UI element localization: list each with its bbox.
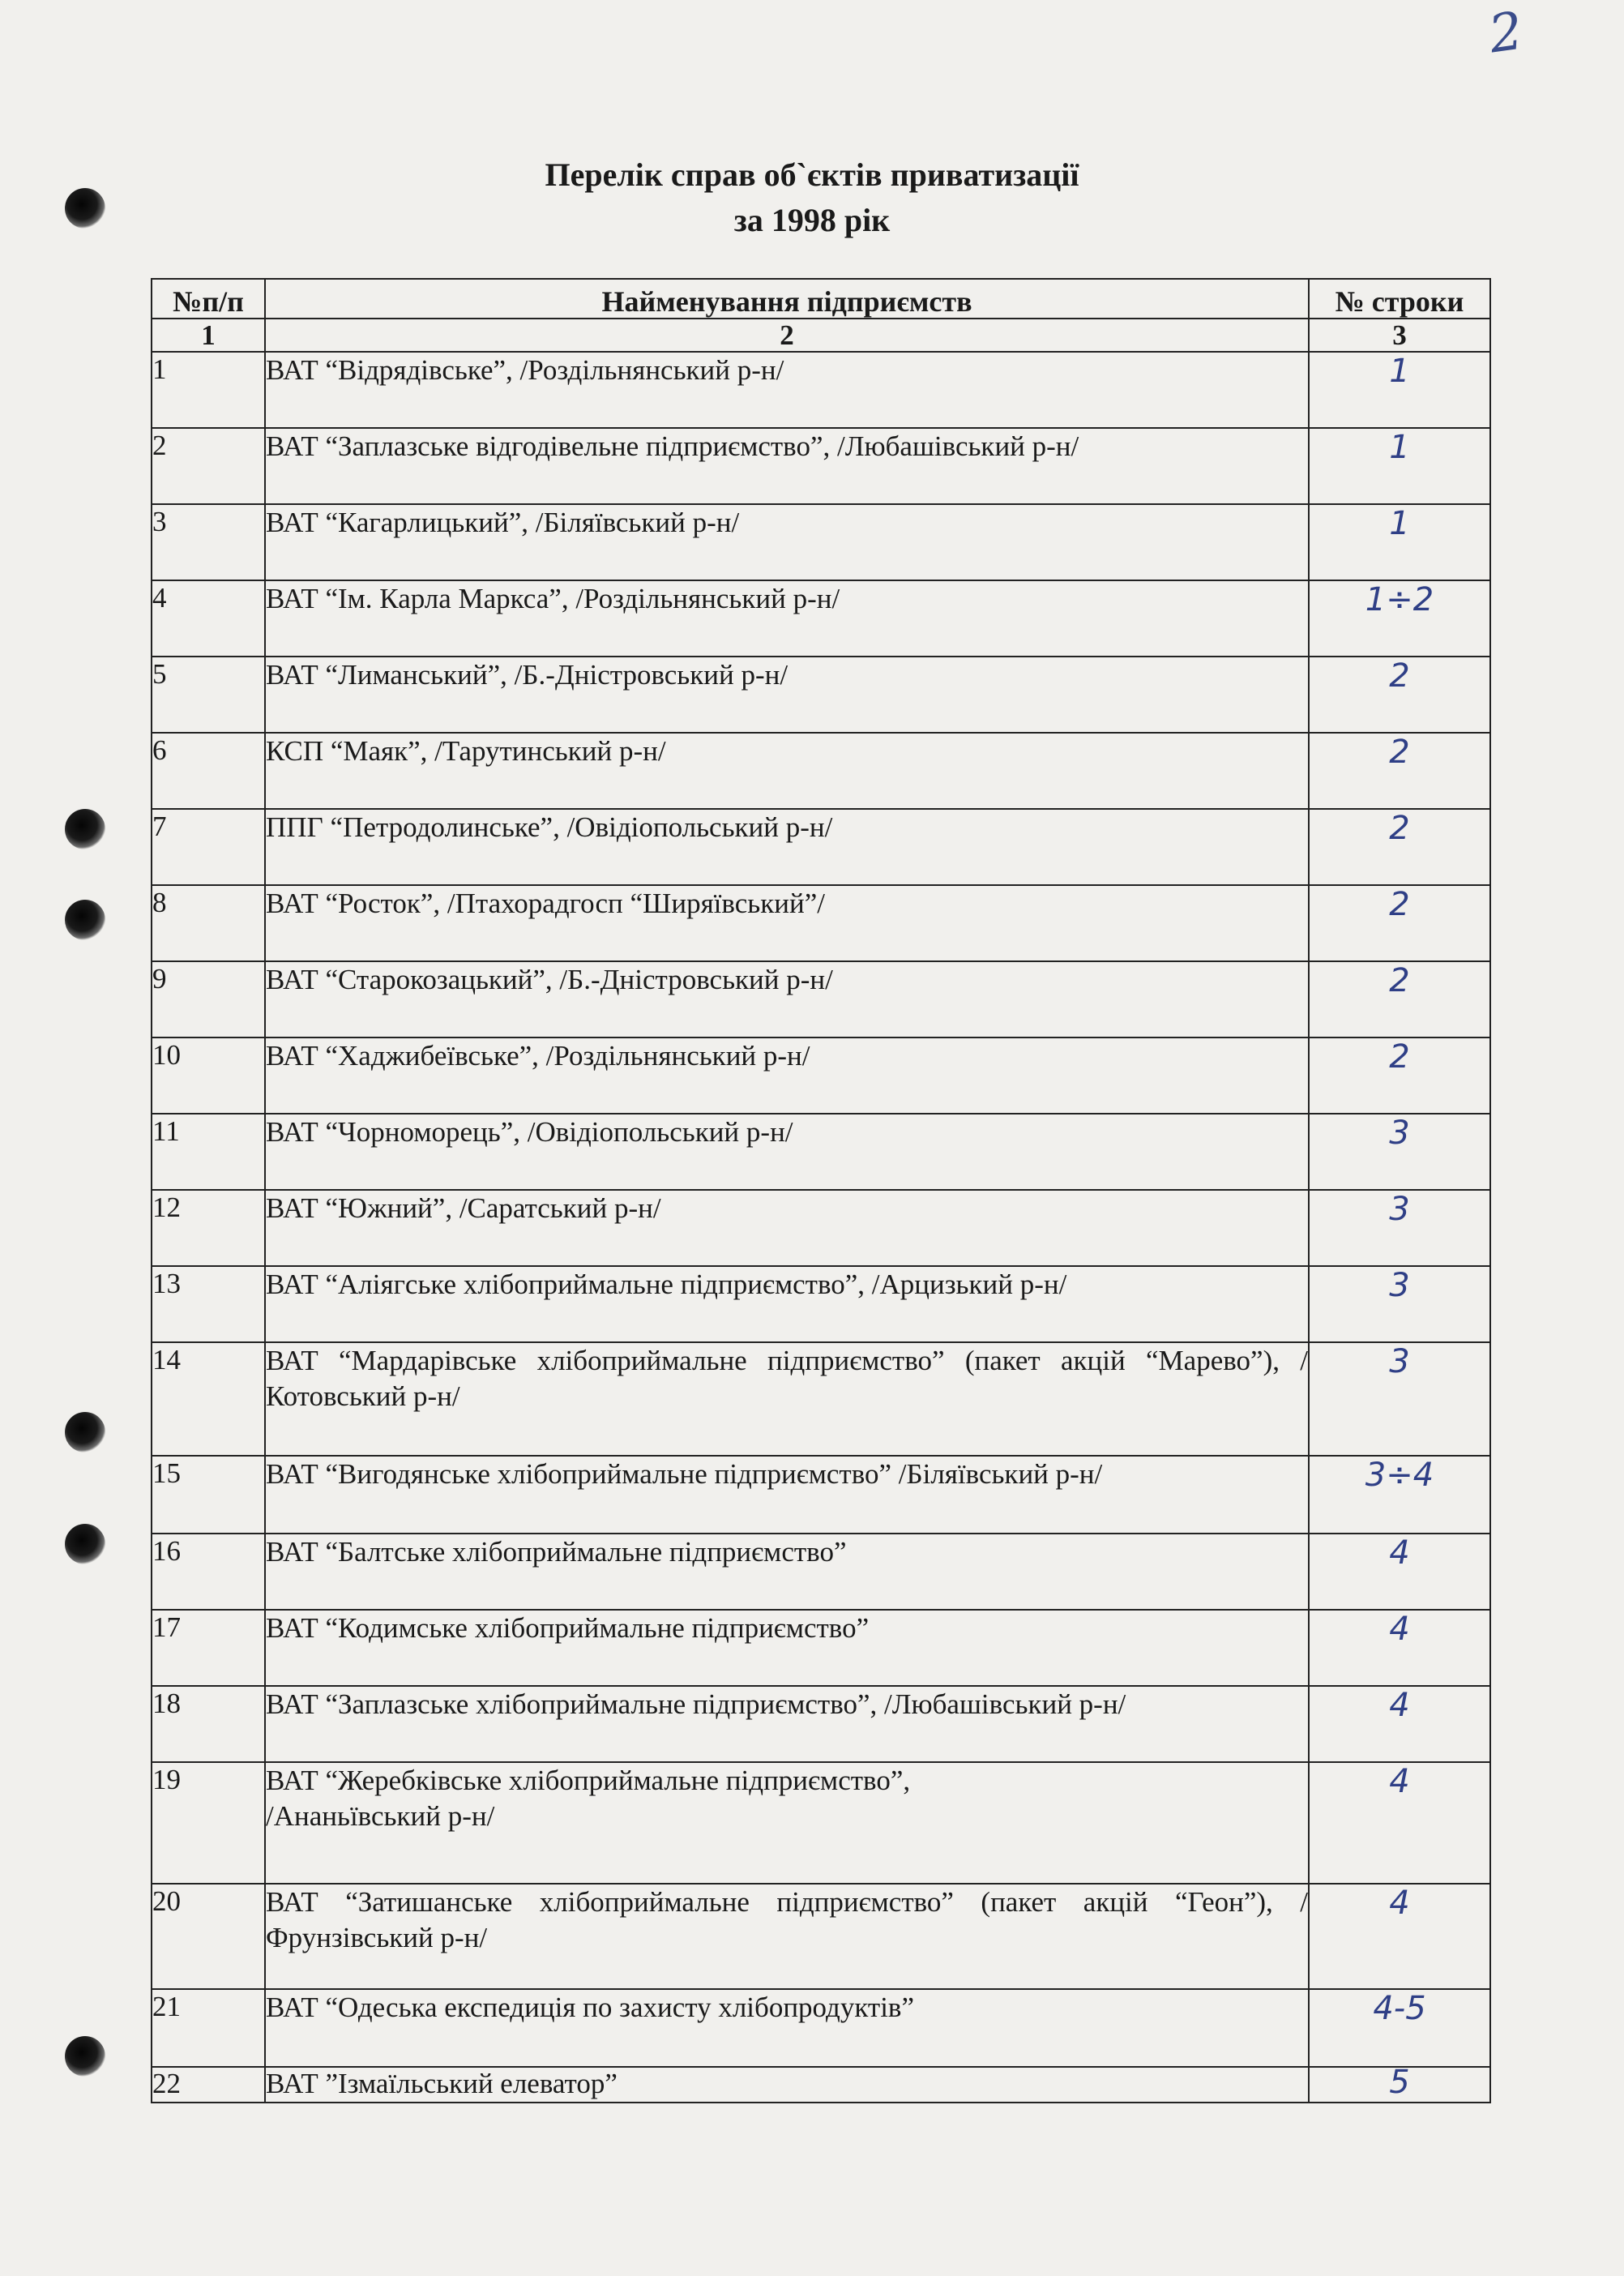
row-number: 19	[152, 1762, 265, 1884]
table-row	[152, 1534, 1490, 1610]
table-header-row	[152, 279, 1490, 319]
row-number: 4	[152, 580, 265, 657]
table-row	[152, 1989, 1490, 2067]
table-row	[152, 1266, 1490, 1342]
row-number: 7	[152, 809, 265, 885]
line-number: 4-5	[1309, 1989, 1490, 2067]
title-line-1: Перелік справ об`єктів приватизації	[545, 156, 1079, 193]
header-line: № строки	[1309, 279, 1490, 319]
row-number: 2	[152, 428, 265, 504]
row-number: 20	[152, 1884, 265, 1989]
table-row	[152, 1114, 1490, 1190]
header-num: №п/п	[152, 279, 265, 319]
line-number: 2	[1309, 733, 1490, 809]
punch-hole	[65, 1412, 105, 1452]
line-number: 4	[1309, 1534, 1490, 1610]
row-number: 18	[152, 1686, 265, 1762]
row-number: 1	[152, 352, 265, 428]
row-number: 5	[152, 657, 265, 733]
row-number: 12	[152, 1190, 265, 1266]
table-row	[152, 1762, 1490, 1884]
row-number: 17	[152, 1610, 265, 1686]
table-row	[152, 657, 1490, 733]
line-number: 4	[1309, 1762, 1490, 1884]
enterprise-name: ВАТ “Кодимське хлібоприймальне підприємство”	[265, 1610, 1309, 1686]
line-number: 2	[1309, 657, 1490, 733]
enterprise-name	[265, 1762, 1309, 1884]
line-number: 2	[1309, 1037, 1490, 1114]
table-row	[152, 885, 1490, 961]
row-number: 6	[152, 733, 265, 809]
line-number: 3	[1309, 1266, 1490, 1342]
enterprise-name: ВАТ “Заплазське хлібоприймальне підприємство”, /Любашівський р-н/	[265, 1686, 1309, 1762]
row-number: 11	[152, 1114, 265, 1190]
enterprise-name: ВАТ “Заплазське відгодівельне підприємство”, /Любашівський р-н/	[265, 428, 1309, 504]
enterprise-name: ВАТ “Відрядівське”, /Роздільнянський р-н/	[265, 352, 1309, 428]
enterprise-name: ВАТ “Вигодянське хлібоприймальне підприємство” /Біляївський р-н/	[265, 1456, 1309, 1534]
enterprise-name: ВАТ “Мардарівське хлібоприймальне підприємство” (пакет акцій “Марево”), /Котовський р-н/	[265, 1342, 1309, 1456]
header-name: Найменування підприємств	[265, 279, 1309, 319]
row-number: 21	[152, 1989, 265, 2067]
punch-hole	[65, 809, 105, 849]
enterprise-name: КСП “Маяк”, /Тарутинський р-н/	[265, 733, 1309, 809]
enterprise-name: ВАТ ”Ізмаїльський елеватор”	[265, 2067, 1309, 2103]
column-number-row	[152, 319, 1490, 352]
document-title	[0, 152, 1624, 243]
row-number: 14	[152, 1342, 265, 1456]
line-number: 3	[1309, 1190, 1490, 1266]
table-row	[152, 1884, 1490, 1989]
row-number: 13	[152, 1266, 265, 1342]
line-number: 2	[1309, 885, 1490, 961]
enterprise-name: ВАТ “Балтське хлібоприймальне підприємство”	[265, 1534, 1309, 1610]
table-row	[152, 428, 1490, 504]
row-number: 22	[152, 2067, 265, 2103]
enterprise-name: ВАТ “Чорноморець”, /Овідіопольський р-н/	[265, 1114, 1309, 1190]
row-number: 3	[152, 504, 265, 580]
line-number: 3	[1309, 1342, 1490, 1456]
line-number: 5	[1309, 2067, 1490, 2103]
table-row	[152, 352, 1490, 428]
line-number: 1	[1309, 352, 1490, 428]
table-row	[152, 1037, 1490, 1114]
enterprise-name: ВАТ “Росток”, /Птахорадгосп “Ширяївський”/	[265, 885, 1309, 961]
table-row	[152, 580, 1490, 657]
enterprise-name: ВАТ “Лиманський”, /Б.-Дністровський р-н/	[265, 657, 1309, 733]
enterprise-name: ВАТ “Кагарлицький”, /Біляївський р-н/	[265, 504, 1309, 580]
table-row	[152, 1456, 1490, 1534]
privatization-cases-table	[151, 278, 1491, 2103]
row-number: 8	[152, 885, 265, 961]
line-number: 4	[1309, 1686, 1490, 1762]
enterprise-name: ВАТ “Хаджибеївське”, /Роздільнянський р-н/	[265, 1037, 1309, 1114]
line-number: 4	[1309, 1884, 1490, 1989]
table-row	[152, 1686, 1490, 1762]
title-line-2: за 1998 рік	[733, 202, 891, 238]
table-row	[152, 2067, 1490, 2103]
enterprise-name: ВАТ “Ім. Карла Маркса”, /Роздільнянський р-н/	[265, 580, 1309, 657]
punch-hole	[65, 900, 105, 940]
handwritten-page-number: 2	[1485, 1, 1527, 66]
line-number: 2	[1309, 809, 1490, 885]
enterprise-name-line-2: /Ананьївський р-н/	[266, 1800, 495, 1832]
table-row	[152, 1342, 1490, 1456]
line-number: 4	[1309, 1610, 1490, 1686]
line-number: 3÷4	[1309, 1456, 1490, 1534]
enterprise-name: ППГ “Петродолинське”, /Овідіопольський р-н/	[265, 809, 1309, 885]
enterprise-name: ВАТ “Затишанське хлібоприймальне підприємство” (пакет акцій “Геон”), /Фрунзівський р-н/	[265, 1884, 1309, 1989]
table-row	[152, 809, 1490, 885]
enterprise-name: ВАТ “Аліягське хлібоприймальне підприємство”, /Арцизький р-н/	[265, 1266, 1309, 1342]
row-number: 9	[152, 961, 265, 1037]
column-number-3: 3	[1309, 319, 1490, 352]
table-row	[152, 504, 1490, 580]
line-number: 2	[1309, 961, 1490, 1037]
table-row	[152, 1610, 1490, 1686]
column-number-1: 1	[152, 319, 265, 352]
row-number: 10	[152, 1037, 265, 1114]
punch-hole	[65, 2036, 105, 2077]
row-number: 15	[152, 1456, 265, 1534]
enterprise-name: ВАТ “Южний”, /Саратський р-н/	[265, 1190, 1309, 1266]
table-row	[152, 961, 1490, 1037]
table-row	[152, 733, 1490, 809]
line-number: 1	[1309, 504, 1490, 580]
enterprise-name: ВАТ “Одеська експедиція по захисту хлібопродуктів”	[265, 1989, 1309, 2067]
line-number: 1	[1309, 428, 1490, 504]
table-row	[152, 1190, 1490, 1266]
line-number: 3	[1309, 1114, 1490, 1190]
line-number: 1÷2	[1309, 580, 1490, 657]
column-number-2: 2	[265, 319, 1309, 352]
enterprise-name: ВАТ “Старокозацький”, /Б.-Дністровський р-н/	[265, 961, 1309, 1037]
punch-hole	[65, 1524, 105, 1564]
enterprise-name-line-1: ВАТ “Жеребківське хлібоприймальне підприємство”,	[266, 1765, 911, 1796]
row-number: 16	[152, 1534, 265, 1610]
